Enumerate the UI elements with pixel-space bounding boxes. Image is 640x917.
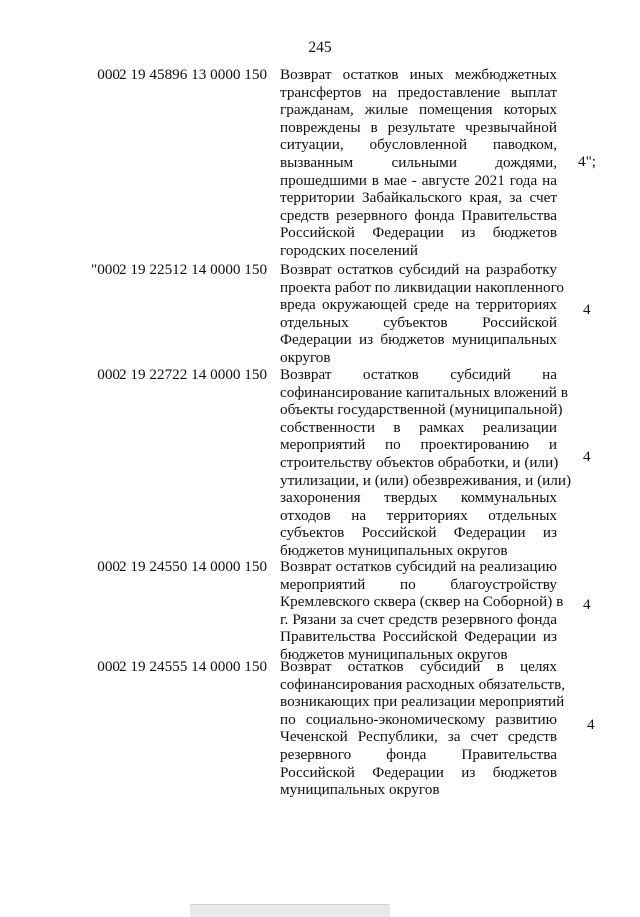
description-line: Российской Федерации из бюджетов	[280, 763, 557, 781]
description-line: городских поселений	[280, 241, 419, 259]
description-line: трансфертов на предоставление выплат	[280, 83, 557, 101]
description-line: собственности в рамках реализации	[280, 418, 557, 436]
description-line: Возврат остатков субсидий на	[280, 366, 557, 383]
row-description	[280, 658, 566, 799]
description-line: округов	[280, 348, 331, 366]
description-line: по социально-экономическому развитию	[280, 710, 557, 728]
description-line: муниципальных округов	[280, 781, 440, 799]
page-number: 245	[308, 39, 332, 56]
kbk-code: 2 19 24555 14 0000 150	[119, 658, 268, 675]
description-line: прошедшими в мае - августе 2021 года на	[280, 171, 557, 189]
row-description	[280, 66, 557, 260]
description-line: субъектов Российской Федерации из	[280, 524, 557, 542]
description-line: бюджетов муниципальных округов	[280, 645, 508, 663]
row-value: 4	[583, 448, 591, 465]
admin-code: 000	[97, 66, 120, 83]
row-description	[280, 366, 572, 560]
description-line: Кремлевского сквера (сквер на Соборной) в	[280, 593, 564, 611]
description-line: Возврат остатков субсидий на разработку	[280, 261, 557, 278]
description-line: территории Забайкальского края, за счет	[280, 189, 557, 207]
description-line: проекта работ по ликвидации накопленного	[280, 278, 565, 296]
description-line: Возврат остатков субсидий в целях	[280, 658, 557, 675]
row-description	[280, 558, 564, 664]
admin-code: 000	[97, 658, 120, 675]
description-line: Возврат остатков субсидий на реализацию	[280, 558, 557, 575]
description-line: софинансирования расходных обязательств,	[280, 675, 566, 693]
description-line: ситуации, обусловленной паводком,	[280, 136, 557, 154]
description-line: утилизации, и (или) обезвреживания, и (или)	[280, 471, 572, 489]
row-value: 4	[583, 301, 591, 318]
description-line: бюджетов муниципальных округов	[280, 541, 508, 559]
description-line: возникающих при реализации мероприятий	[280, 693, 565, 711]
admin-code: "000	[91, 261, 120, 278]
kbk-code: 2 19 22722 14 0000 150	[119, 366, 268, 383]
description-line: софинансирование капитальных вложений в	[280, 383, 568, 401]
description-line: захоронения твердых коммунальных	[280, 489, 557, 507]
description-line: Российской Федерации из бюджетов	[280, 224, 557, 242]
description-line: объекты государственной (муниципальной)	[280, 401, 563, 419]
description-line: средств резервного фонда Правительства	[280, 206, 557, 224]
description-line: отходов на территориях отдельных	[280, 506, 557, 524]
row-value: 4	[587, 716, 595, 733]
description-line: Правительства Российской Федерации из	[280, 628, 557, 646]
description-line: строительству объектов обработки, и (или)	[280, 453, 559, 471]
kbk-code: 2 19 24550 14 0000 150	[119, 558, 268, 575]
description-line: вызванным сильными дождями,	[280, 153, 557, 171]
admin-code: 000	[97, 366, 120, 383]
row-value: 4";	[578, 153, 597, 170]
kbk-code: 2 19 22512 14 0000 150	[119, 261, 268, 278]
admin-code: 000	[97, 558, 120, 575]
description-line: Возврат остатков иных межбюджетных	[280, 66, 557, 83]
description-line: Чеченской Республики, за счет средств	[280, 728, 557, 746]
description-line: мероприятий по благоустройству	[280, 575, 557, 593]
description-line: вреда окружающей среде на территориях	[280, 296, 557, 314]
description-line: г. Рязани за счет средств резервного фонда	[280, 610, 557, 628]
description-line: резервного фонда Правительства	[280, 745, 557, 763]
row-description	[280, 261, 565, 367]
description-line: Федерации из бюджетов муниципальных	[280, 331, 557, 349]
description-line: мероприятий по проектированию и	[280, 436, 557, 454]
description-line: гражданам, жилые помещения которых	[280, 101, 557, 119]
scan-edge-mark	[190, 904, 390, 917]
row-value: 4	[583, 596, 591, 613]
description-line: повреждены в результате чрезвычайной	[280, 118, 557, 136]
description-line: отдельных субъектов Российской	[280, 313, 557, 331]
kbk-code: 2 19 45896 13 0000 150	[119, 66, 268, 83]
